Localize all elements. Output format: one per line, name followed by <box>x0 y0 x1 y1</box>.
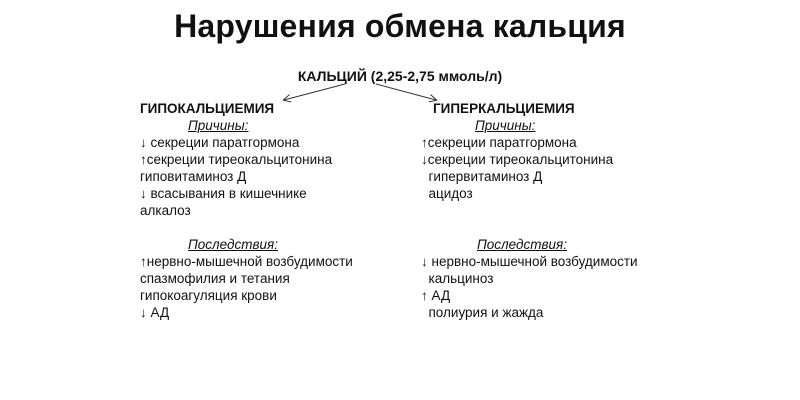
hyper-causes-label <box>421 117 701 134</box>
calcium-label: КАЛЬЦИЙ (2,25-2,75 ммоль/л) <box>297 68 503 84</box>
list-item: гипервитаминоз Д <box>421 169 543 184</box>
list-item: спазмофилия и тетания <box>140 271 290 286</box>
list-item: ацидоз <box>421 186 473 201</box>
hypo-causes-label-text: Причины: <box>188 118 249 133</box>
slide-title: Нарушения обмена кальция <box>174 8 626 44</box>
list-item: ↓ всасывания в кишечнике <box>140 186 307 201</box>
arrow-left-branch <box>284 84 345 100</box>
list-item: гиповитаминоз Д <box>140 169 247 184</box>
spacer <box>421 219 701 236</box>
hypocalcemia-heading: ГИПОКАЛЬЦИЕМИЯ <box>140 101 275 116</box>
list-item: ↓секреции тиреокальцитонина <box>421 152 614 167</box>
hypocalcemia-column <box>140 100 400 321</box>
list-item: гипокоагуляция крови <box>140 288 277 303</box>
list-item: полиурия и жажда <box>421 305 544 320</box>
list-item: алкалоз <box>140 203 191 218</box>
list-item: ↑секреции тиреокальцитонина <box>140 152 333 167</box>
hyper-effects-label-text: Последствия: <box>477 237 567 252</box>
list-item: ↓ АД <box>140 305 170 320</box>
list-item: ↑секреции паратгормона <box>421 135 577 150</box>
hypercalcemia-heading: ГИПЕРКАЛЬЦИЕМИЯ <box>433 101 575 116</box>
list-item: ↓ нервно-мышечной возбудимости <box>421 254 638 269</box>
hyper-causes-label-text: Причины: <box>475 118 536 133</box>
list-item: кальциноз <box>421 271 494 286</box>
list-item: ↑ АД <box>421 288 451 303</box>
hypo-causes-label <box>140 117 400 134</box>
list-item: ↓ секреции паратгормона <box>140 135 300 150</box>
spacer <box>140 219 400 236</box>
spacer <box>421 202 701 219</box>
arrow-right-branch <box>376 84 436 100</box>
list-item: ↑нервно-мышечной возбудимости <box>140 254 353 269</box>
hypo-effects-label-text: Последствия: <box>188 237 278 252</box>
hypercalcemia-column <box>421 100 701 321</box>
hypo-effects-label <box>140 236 400 253</box>
hyper-effects-label <box>421 236 701 253</box>
